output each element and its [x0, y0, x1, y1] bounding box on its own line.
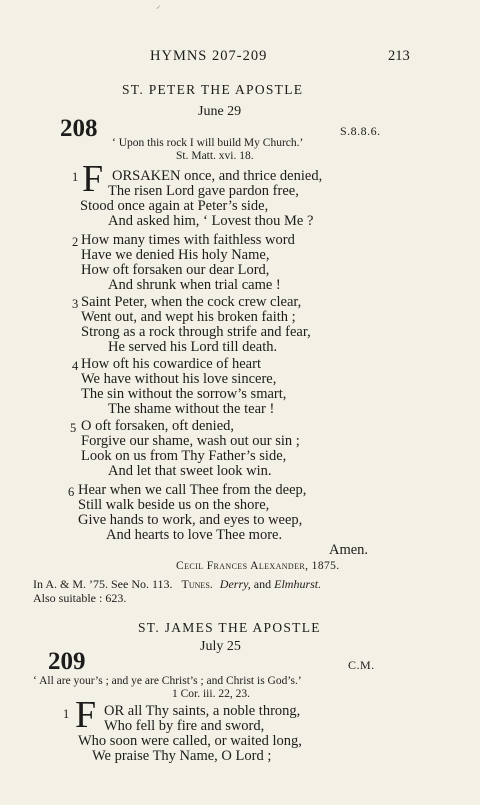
verse-line: We have without his love sincere, — [81, 371, 277, 387]
verse-number: 2 — [72, 235, 79, 249]
running-title: HYMNS 207-209 — [150, 48, 268, 64]
hymn-208-meter: S.8.8.6. — [340, 124, 381, 138]
verse-line: And let that sweet look win. — [108, 463, 272, 479]
hymn-209-number: 209 — [48, 648, 86, 675]
verse-line: And shrunk when trial came ! — [108, 277, 281, 293]
hymn-209-epigraph: ‘ All are your’s ; and ye are Christ’s ; and Christ is God’s.’ — [33, 675, 302, 687]
hymn-209-epigraph-ref: 1 Cor. iii. 22, 23. — [172, 688, 250, 700]
verse-number: 3 — [72, 297, 79, 311]
verse-number: 6 — [68, 485, 75, 499]
verse-line: Went out, and wept his broken faith ; — [81, 309, 296, 325]
hymn-208-date: June 29 — [198, 104, 242, 119]
verse-line: The sin without the sorrow’s smart, — [81, 386, 287, 402]
verse-line: The risen Lord gave pardon free, — [108, 183, 299, 199]
verse-line: He served his Lord till death. — [108, 339, 278, 355]
verse-line: And asked him, ‘ Lovest thou Me ? — [108, 213, 314, 229]
verse-line: Saint Peter, when the cock crew clear, — [81, 294, 302, 310]
verse-line: Look on us from Thy Father’s side, — [81, 448, 287, 464]
verse-line: Give hands to work, and eyes to weep, — [78, 512, 303, 528]
verse-number: 1 — [72, 170, 79, 184]
drop-cap: F — [75, 694, 97, 736]
verse-line: And hearts to love Thee more. — [106, 527, 283, 543]
verse-line: Have we denied His holy Name, — [81, 247, 270, 263]
amen: Amen. — [329, 542, 369, 558]
verse-line: How oft forsaken our dear Lord, — [81, 262, 270, 278]
verse-line: Who fell by fire and sword, — [104, 718, 265, 734]
verse-line: O oft forsaken, oft denied, — [81, 418, 235, 434]
author-attribution: Cecil Frances Alexander, 1875. — [176, 560, 340, 572]
verse-line: OR all Thy saints, a noble throng, — [104, 703, 301, 719]
verse-line: We praise Thy Name, O Lord ; — [92, 748, 272, 764]
hymn-209-meter: C.M. — [348, 658, 375, 672]
verse-line: The shame without the tear ! — [108, 401, 275, 417]
verse-line: Still walk beside us on the shore, — [78, 497, 270, 513]
hymn-209-title: ST. JAMES THE APOSTLE — [138, 620, 321, 635]
verse-line: Who soon were called, or waited long, — [78, 733, 302, 749]
hymn-208-epigraph-ref: St. Matt. xvi. 18. — [176, 150, 254, 162]
hymn-208-number: 208 — [60, 115, 98, 142]
drop-cap: F — [82, 158, 104, 200]
hymn-208-epigraph: ‘ Upon this rock I will build My Church.’ — [112, 137, 304, 149]
page-number: 213 — [388, 48, 410, 64]
scan-mark: ⸍ — [156, 4, 161, 14]
verse-line: Strong as a rock through strife and fear, — [81, 324, 311, 340]
verse-line: Hear when we call Thee from the deep, — [78, 482, 307, 498]
hymn-209-date: July 25 — [200, 639, 241, 654]
also-suitable-note: Also suitable : 623. — [33, 591, 127, 605]
verse-line: Forgive our shame, wash out our sin ; — [81, 433, 300, 449]
verse-line: How oft his cowardice of heart — [81, 356, 261, 372]
hymn-208-title: ST. PETER THE APOSTLE — [122, 82, 304, 97]
verse-number: 4 — [72, 359, 79, 373]
verse-line: ORSAKEN once, and thrice denied, — [112, 168, 323, 184]
verse-line: Stood once again at Peter’s side, — [80, 198, 269, 214]
verse-number: 5 — [70, 421, 77, 435]
tunes-note: In A. & M. ’75. See No. 113. Tunes. Derry, and Elmhurst. — [33, 577, 322, 591]
verse-line: How many times with faithless word — [81, 232, 295, 248]
verse-number: 1 — [63, 707, 70, 721]
